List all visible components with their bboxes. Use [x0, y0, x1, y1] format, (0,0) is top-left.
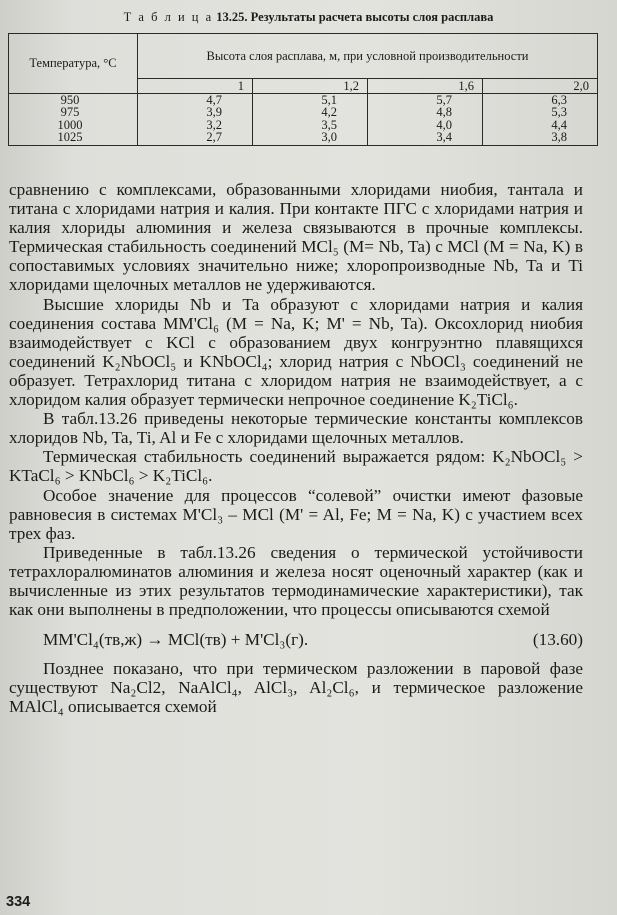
table-caption [0, 10, 617, 25]
table-caption-label: Т а б л и ц а [123, 10, 214, 24]
paragraph: Приведенные в табл.13.26 сведения о термической устойчивости тетрахлоралюминатов алюминия и железа носят оценочный характер (как и вычисленные из этих результатов термодинамические характеристики), так как они выполнены в предположении, что процессы описываются схемой [9, 542, 583, 620]
paragraph: сравнению с комплексами, образованными хлоридами ниобия, тантала и титана с хлоридами натрия и калия. При контакте ПГС с хлоридами натрия и калия хлориды алюминия и железа связываются в прочные комплексы. Термическая стабильность соединений MCl₅ (M= Nb, Ta) с MCl (M = Na, K) в сопоставимых условиях значительно ниже; хлоропроизводные Nb, Ta и Ti хлоридами щелочных металлов не удерживаются. [9, 180, 583, 295]
subheader-cell: 2,0 [482, 79, 597, 94]
value-cell: 2,7 [138, 131, 253, 145]
table-row [9, 119, 598, 131]
column-header-temperature: Температура, °С [9, 34, 138, 94]
subheader-cell: 1 [138, 79, 253, 94]
results-table [8, 33, 598, 146]
value-cell: 3,0 [252, 131, 367, 145]
value-cell: 3,2 [138, 119, 253, 131]
value-cell: 4,4 [482, 119, 597, 131]
value-cell: 3,4 [367, 131, 482, 145]
equation-formula: MM'Cl₄(тв,ж) → MCl(тв) + M'Cl₃(г). [43, 630, 309, 650]
value-cell: 3,9 [138, 106, 253, 118]
subheader-cell: 1,6 [367, 79, 482, 94]
table-row [9, 94, 598, 107]
temperature-cell: 1000 [9, 119, 138, 131]
value-cell: 3,5 [252, 119, 367, 131]
table-row [9, 106, 598, 118]
value-cell: 5,7 [367, 94, 482, 107]
value-cell: 4,7 [138, 94, 253, 107]
paragraph: Особое значение для процессов “солевой” очистки имеют фазовые равновесия в системах M'Cl₃ – MCl (M' = Al, Fe; M = Na, K) с участием всех трех фаз. [9, 485, 583, 543]
value-cell: 5,3 [482, 106, 597, 118]
paragraph: Высшие хлориды Nb и Ta образуют с хлоридами натрия и калия соединения состава MM'Cl₆ (M = Na, K; M' = Nb, Ta). Оксохлорид ниобия взаимодействует с KCl с образованием двух конгруэнтно плавящихся соединений K₂NbOCl₅ и KNbOCl₄; хлорид натрия с NbOCl₃ соединений не образует. Тетрахлорид титана с хлоридом натрия не взаимодействует, а с хлоридом калия образует термически непрочное соединение K₂TiCl₆. [9, 294, 583, 410]
value-cell: 4,2 [252, 106, 367, 118]
equation-number: (13.60) [532, 630, 583, 650]
equation-13-60 [9, 630, 583, 649]
value-cell: 4,0 [367, 119, 482, 131]
subheader-cell: 1,2 [252, 79, 367, 94]
temperature-cell: 950 [9, 94, 138, 107]
body-text [9, 180, 583, 717]
temperature-cell: 975 [9, 106, 138, 118]
value-cell: 3,8 [482, 131, 597, 145]
paragraph: Позднее показано, что при термическом разложении в паровой фазе существуют Na₂Cl2, NaAlCl₄, AlCl₃, Al₂Cl₆, и термическое разложение MAlCl₄ описывается схемой [9, 659, 583, 717]
temperature-cell: 1025 [9, 131, 138, 145]
table-row [9, 131, 598, 145]
table-caption-title: 13.25. Результаты расчета высоты слоя расплава [216, 10, 494, 24]
value-cell: 6,3 [482, 94, 597, 107]
paragraph: Термическая стабильность соединений выражается рядом: K₂NbOCl₅ > KTaCl₆ > KNbCl₆ > K₂TiCl₆. [9, 447, 583, 486]
paragraph: В табл.13.26 приведены некоторые термические константы комплексов хлоридов Nb, Ta, Ti, Al и Fe с хлоридами щелочных металлов. [9, 409, 583, 448]
page-number: 334 [6, 894, 31, 910]
column-header-height: Высота слоя расплава, м, при условной производительности [138, 34, 598, 79]
value-cell: 5,1 [252, 94, 367, 107]
value-cell: 4,8 [367, 106, 482, 118]
